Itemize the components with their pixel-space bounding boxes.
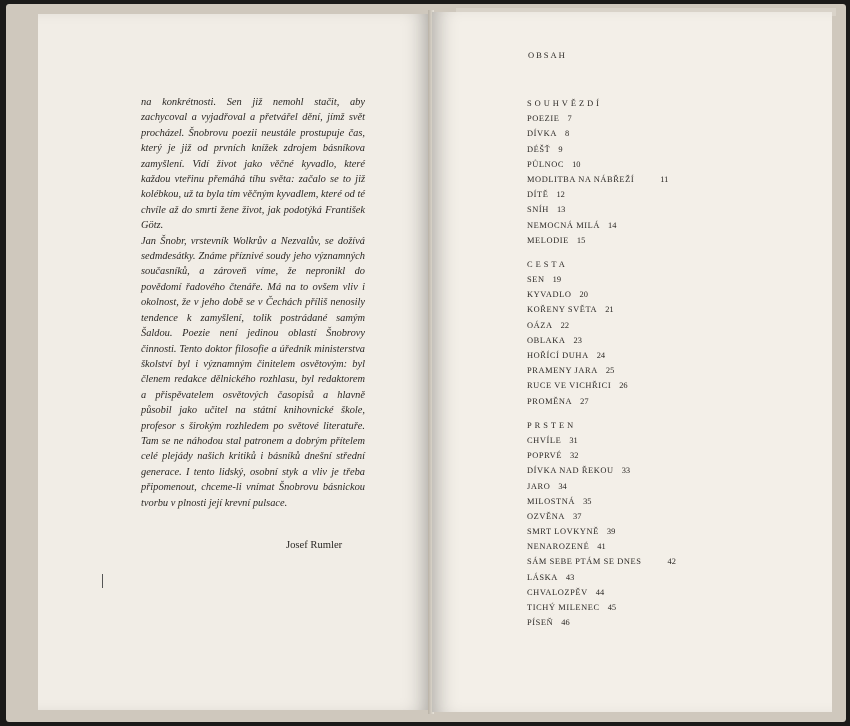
toc-entry — [527, 600, 757, 615]
toc-entry-title: RUCE VE VICHŘICI — [527, 381, 612, 391]
toc-entry — [527, 539, 757, 554]
toc-entry-page: 20 — [579, 290, 588, 300]
toc-entry-title: DÍTĚ — [527, 190, 549, 200]
toc-entry — [527, 585, 757, 600]
toc-entry-title: SEN — [527, 275, 545, 285]
toc-entry-page: 19 — [552, 275, 561, 285]
toc-entry-title: SÁM SEBE PTÁM SE DNES — [527, 557, 642, 567]
toc-entry-page: 34 — [558, 481, 567, 491]
toc-entry — [527, 378, 757, 393]
toc-entry — [527, 463, 757, 478]
toc-entry — [527, 111, 757, 126]
toc-entry — [527, 157, 757, 172]
toc-entry-page: 31 — [569, 435, 578, 445]
toc-entry-title: KOŘENY SVĚTA — [527, 305, 598, 315]
toc-entry-page: 25 — [605, 366, 615, 376]
toc-entry — [527, 615, 757, 630]
toc-entry — [527, 318, 757, 333]
toc-entry — [527, 363, 757, 378]
toc-entry-title: HOŘÍCÍ DUHA — [527, 351, 589, 360]
toc-entry-title: TICHÝ MILENEC — [527, 603, 600, 612]
toc-section-title: PRSTEN — [527, 420, 577, 430]
toc-entry-page: 7 — [567, 114, 572, 124]
table-of-contents — [527, 96, 757, 630]
toc-entry-title: OÁZA — [527, 320, 553, 330]
toc-entry-title: PÍSEŇ — [527, 618, 554, 628]
toc-entry-page: 41 — [597, 542, 606, 552]
toc-entry — [527, 218, 757, 233]
toc-entry — [527, 233, 757, 248]
toc-entry-title: POEZIE — [527, 114, 560, 124]
toc-entry-page: 10 — [572, 159, 581, 169]
toc-entry-page: 37 — [573, 511, 582, 521]
toc-entry-page: 33 — [621, 466, 631, 476]
toc-entry-page: 21 — [605, 305, 614, 315]
toc-entry-title: MODLITBA NA NÁBŘEŽÍ — [527, 174, 635, 184]
toc-entry — [527, 272, 757, 287]
toc-section-title: SOUHVĚZDÍ — [527, 99, 602, 108]
toc-entry-page: 24 — [596, 351, 606, 360]
toc-entry-page: 8 — [564, 129, 570, 139]
toc-entry-title: MILOSTNÁ — [527, 496, 576, 506]
toc-entry — [527, 570, 757, 585]
toc-entry-page: 32 — [570, 451, 579, 461]
toc-entry-page: 9 — [558, 144, 563, 154]
toc-entry — [527, 333, 757, 348]
toc-entry-page: 12 — [556, 190, 565, 200]
toc-entry-page: 43 — [565, 572, 575, 582]
toc-entry-page: 26 — [619, 381, 628, 391]
afterword-paragraph: Jan Šnobr, vrstevník Wolkrův a Nezvalův, se dožívá sedmdesátky. Známe příznivé soudy jeho významných současníků, a zároveň víme, že nepronikl do povědomí řadového čtenáře. Má na to ovšem vliv i okolnost, že v jeho době se v Čechách příliš nenosily tendence k zamyšlení, tolik postrádané samým Šaldou. Poezie není jedinou oblastí Šnobrovy činnosti. Tento doktor filosofie a úředník ministerstva školství byl i významným činitelem osvětovým: byl členem redakce dělnického rozhlasu, byl redaktorem a přispěvatelem osvětových časopisů a hlavně působil jako učitel na státní knihovnické škole, profesor s širokým rozhledem po světové literatuře. Tam se ne náhodou stal patronem a dobrým přítelem celé plejády našich kritiků i básníků dnešní střední generace. I tento lidský, osobní styk a vliv je třeba připomenout, chceme-li vnímat Šnobrovu básnickou tvorbu v plnosti její krevní pulsace. — [141, 235, 365, 509]
toc-entry — [527, 433, 757, 448]
toc-entry-page: 14 — [608, 220, 617, 230]
toc-entry-page: 15 — [576, 235, 586, 245]
toc-entry-title: OBLAKA — [527, 335, 566, 345]
toc-entry-page: 45 — [607, 603, 617, 612]
toc-entry-title: SMRT LOVKYNĚ — [527, 527, 599, 537]
toc-entry — [527, 348, 757, 363]
toc-entry-title: DÉŠŤ — [527, 144, 551, 154]
toc-entry — [527, 394, 757, 409]
toc-entry — [527, 187, 757, 202]
toc-entry-title: DÍVKA NAD ŘEKOU — [527, 466, 614, 476]
toc-entry-title: NENAROZENÉ — [527, 542, 590, 552]
toc-entry — [527, 302, 757, 317]
toc-entry — [527, 142, 757, 157]
toc-entry-page: 22 — [560, 320, 570, 330]
toc-entry-title: LÁSKA — [527, 572, 558, 582]
toc-entry-page: 46 — [561, 618, 570, 628]
toc-entry — [527, 448, 757, 463]
toc-entry-title: DÍVKA — [527, 129, 557, 139]
toc-section-gap — [527, 248, 757, 257]
toc-entry-page: 11 — [660, 174, 669, 184]
pencil-mark — [102, 574, 103, 588]
afterword-paragraph: na konkrétnosti. Sen již nemohl stačit, aby zachycoval a vyjadřoval a přetvářel dění, jímž svět procházel. Šnobrovu poezii neustále prostupuje čas, který je již od prvních knížek zdrojem básníkova zamyšlení. Vidí život jako věčné kyvadlo, které každou vteřinu přemáhá tíhu světa: začalo se to již kolébkou, už ta byla tím věčným kyvadlem, které od té chvíle až do smrti žene život, jak podotýká František Götz. — [141, 97, 365, 232]
toc-entry-page: 35 — [583, 496, 592, 506]
toc-entry-title: JARO — [527, 481, 551, 491]
toc-entry-page: 13 — [556, 205, 566, 215]
toc-entry-title: CHVALOZPĚV — [527, 587, 588, 597]
toc-entry-page: 42 — [667, 557, 676, 567]
toc-entry-title: PRAMENY JARA — [527, 366, 598, 376]
toc-entry — [527, 524, 757, 539]
toc-entry-page: 23 — [573, 335, 582, 345]
toc-entry — [527, 126, 757, 141]
toc-entry-title: MELODIE — [527, 235, 569, 245]
toc-entry-page: 27 — [580, 396, 589, 406]
toc-entry — [527, 509, 757, 524]
toc-entry — [527, 172, 757, 187]
author-signature: Josef Rumler — [286, 540, 343, 551]
toc-entry-page: 44 — [595, 587, 605, 597]
toc-entry-title: POPRVÉ — [527, 451, 563, 461]
afterword-text — [141, 95, 365, 511]
toc-entry-page: 39 — [606, 527, 616, 537]
toc-section-title: CESTA — [527, 259, 568, 269]
toc-entry-title: CHVÍLE — [527, 435, 562, 445]
toc-entry-title: NEMOCNÁ MILÁ — [527, 220, 601, 230]
toc-entry — [527, 494, 757, 509]
toc-entry — [527, 287, 757, 302]
toc-entry-title: PROMĚNA — [527, 396, 573, 406]
toc-entry — [527, 479, 757, 494]
toc-entry-title: SNÍH — [527, 205, 549, 215]
toc-heading: OBSAH — [528, 50, 567, 60]
toc-entry — [527, 554, 757, 569]
toc-entry-title: KYVADLO — [527, 290, 572, 300]
toc-entry-title: OZVĚNA — [527, 511, 566, 521]
toc-entry — [527, 202, 757, 217]
toc-section-gap — [527, 409, 757, 418]
toc-entry-title: PŮLNOC — [527, 159, 565, 169]
